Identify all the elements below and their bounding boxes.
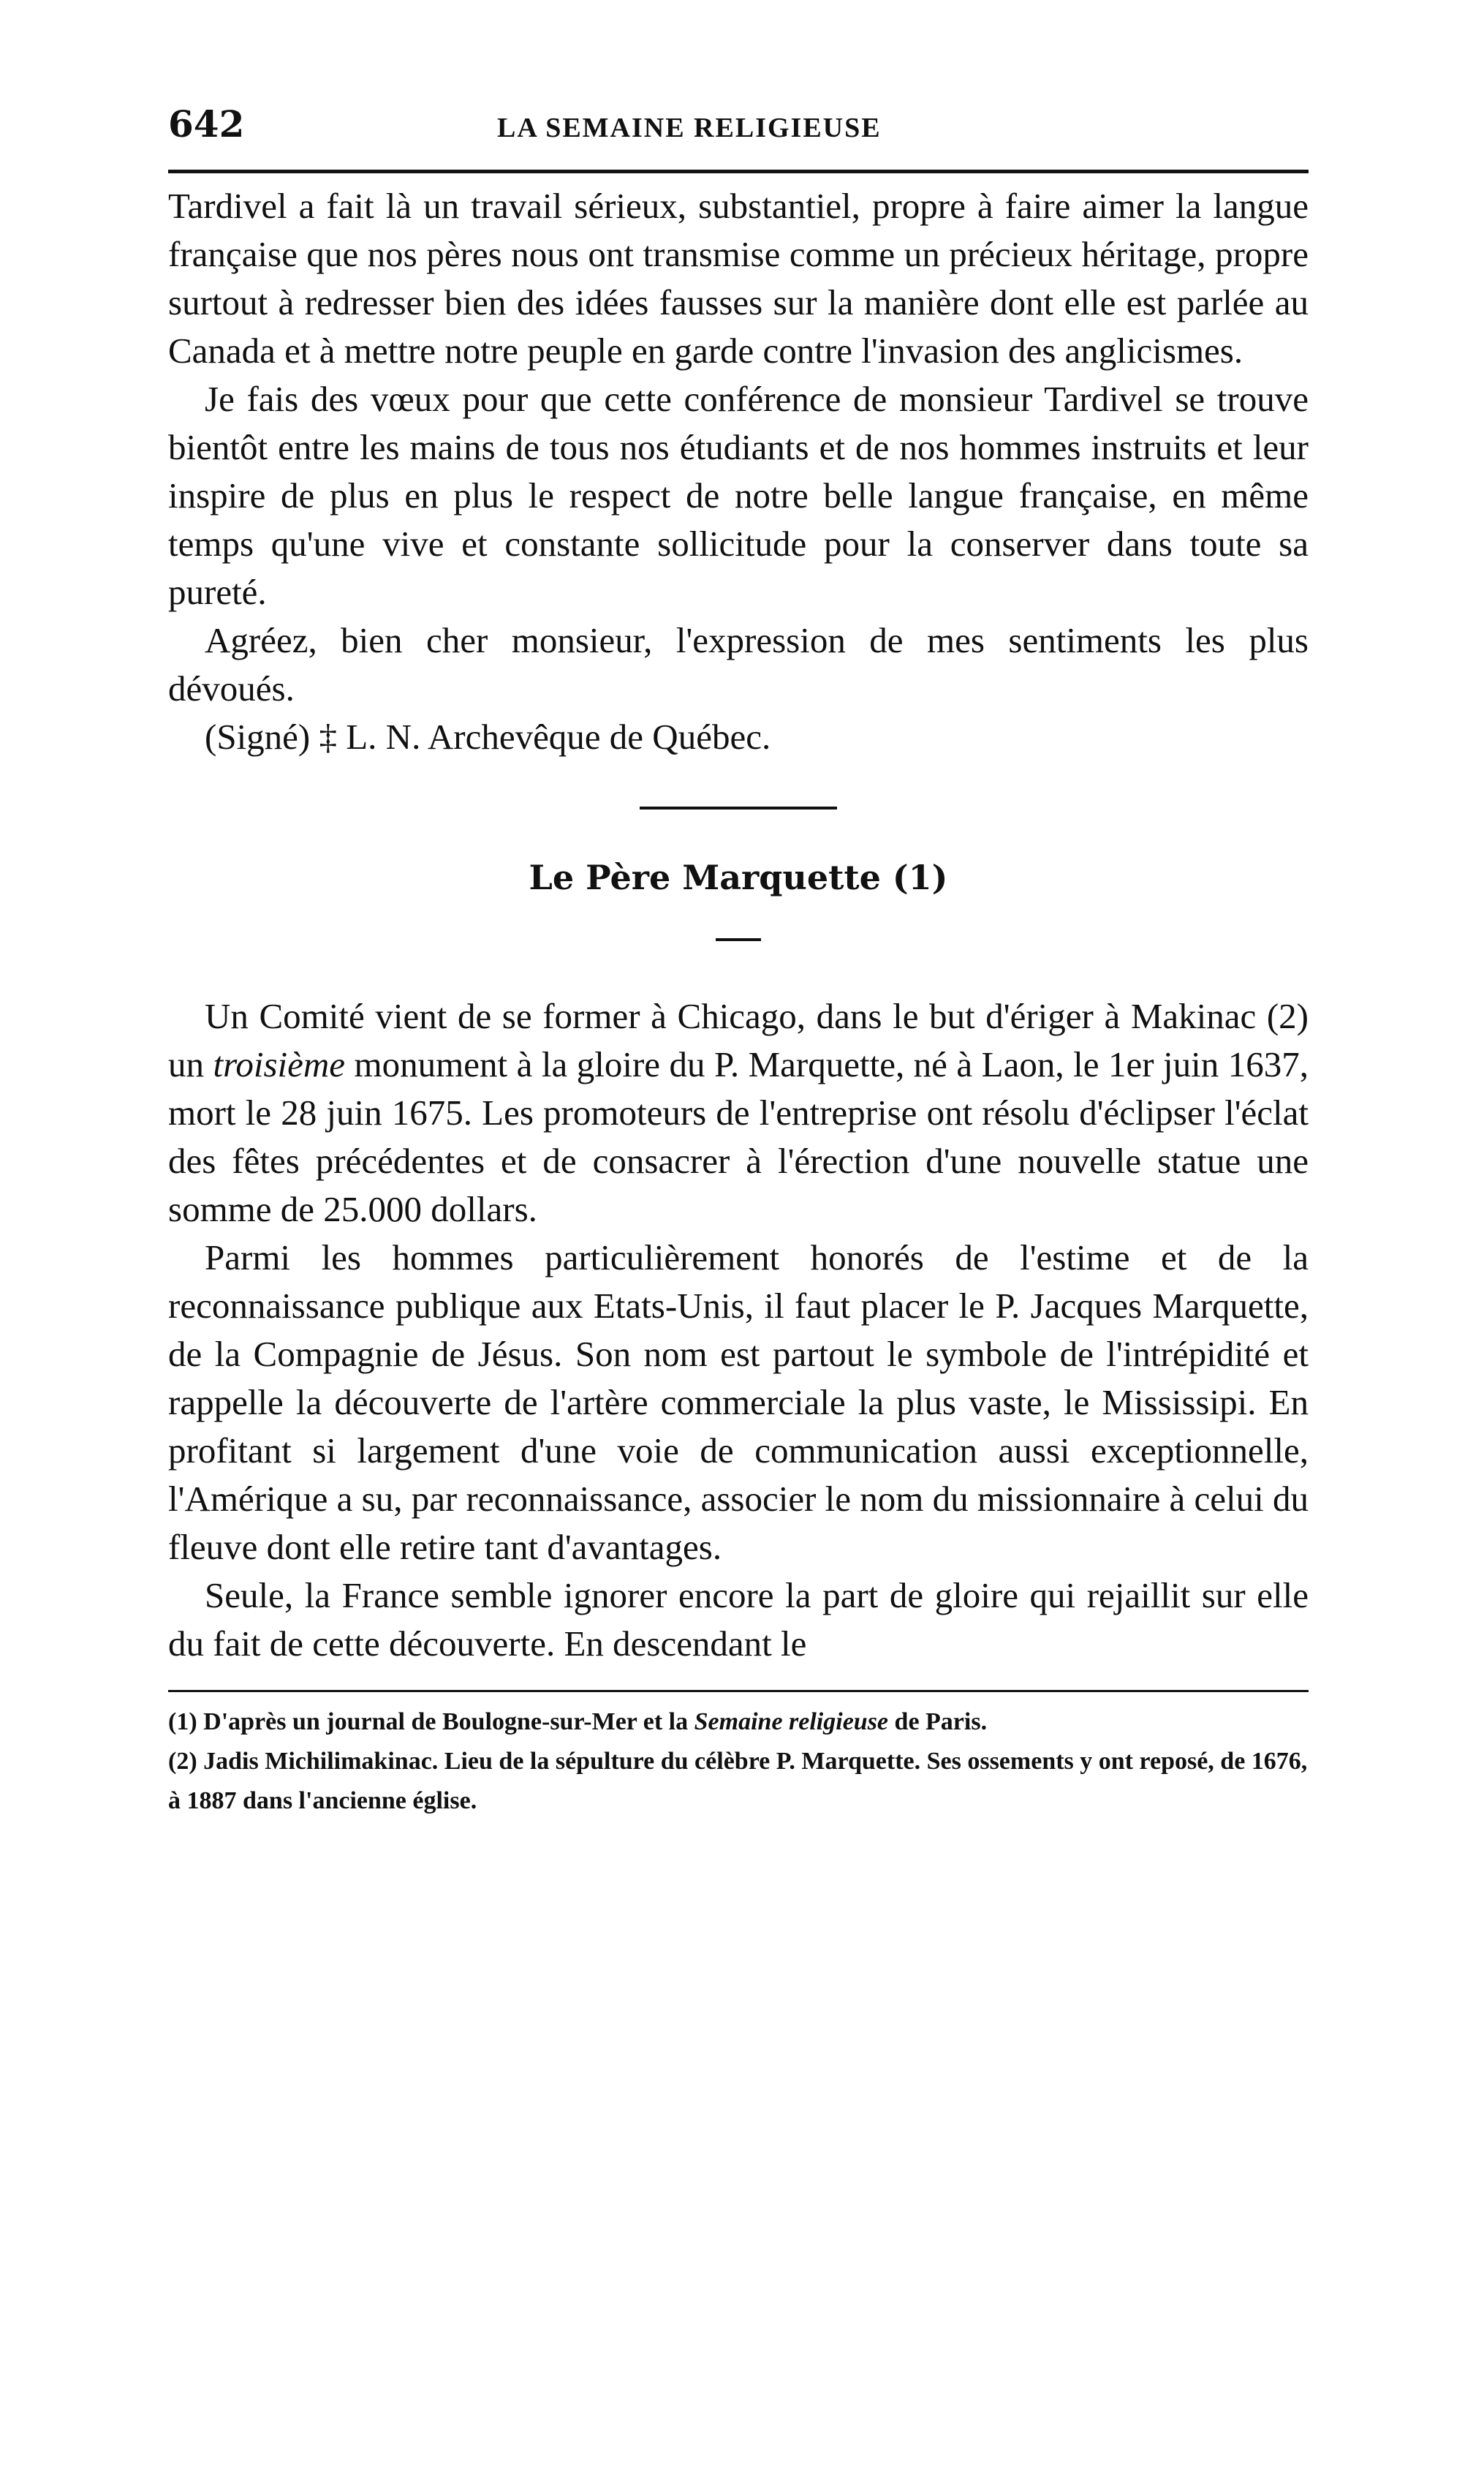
- article-paragraph: [168, 992, 1309, 1234]
- letter-paragraph: Agréez, bien cher monsieur, l'expression de mes sentiments les plus dévoués.: [168, 620, 1309, 709]
- header-rule: [168, 170, 1309, 173]
- section-divider: [640, 807, 837, 809]
- letter-paragraph: Tardivel a fait là un travail sérieux, substantiel, propre à faire aimer la langue française que nos pères nous ont transmise comme un précieux héritage, propre surtout à redresser bien des idées fausses sur la manière dont elle est parlée au Canada et à mettre notre peuple en garde contre l'invasion des anglicismes.: [168, 186, 1309, 371]
- article-paragraph: Parmi les hommes particulièrement honorés de l'estime et de la reconnaissance publique aux Etats-Unis, il faut placer le P. Jacques Marquette, de la Compagnie de Jésus. Son nom est partout le symbole de l'intrépidité et rappelle la découverte de l'artère commerciale la plus vaste, le Mississipi. En profitant si largement d'une voie de communication aussi exceptionnelle, l'Amérique a su, par reconnaissance, associer le nom du missionnaire à celui du fleuve dont elle retire tant d'avantages.: [168, 1237, 1309, 1567]
- page-header: [168, 102, 1309, 161]
- footnote: (2) Jadis Michilimakinac. Lieu de la sépulture du célèbre P. Marquette. Ses ossements y ont reposé, de 1676, à 1887 dans l'ancienne église.: [168, 1748, 1308, 1814]
- letter-section: [168, 182, 1309, 761]
- running-head: LA SEMAINE RELIGIEUSE: [497, 113, 882, 143]
- footnote-text: (1) D'après un journal de Boulogne-sur-Mer et la: [168, 1708, 694, 1735]
- article-paragraph: Seule, la France semble ignorer encore la part de gloire qui rejaillit sur elle du fait de cette découverte. En descendant le: [168, 1575, 1309, 1664]
- article-text: monument à la gloire du P. Marquette, né à Laon, le 1er juin 1637, mort le 28 juin 1675. Les promoteurs de l'entreprise ont résolu d'éclipser l'éclat des fêtes précédentes et de consacrer à l'érection d'une nouvelle statue une somme de 25.000 dollars.: [168, 1044, 1309, 1229]
- title-dash: [716, 938, 761, 941]
- footnotes: [168, 1702, 1309, 1821]
- article-body: [168, 992, 1309, 1668]
- footnote-emphasis: Semaine religieuse: [694, 1708, 889, 1735]
- article-emphasis: troisième: [213, 1044, 346, 1084]
- article-text: Un Comité vient de se former à Chicago, dans le but d'ériger à Makinac (2) un: [168, 996, 1309, 1084]
- footnote-rule: [168, 1690, 1309, 1692]
- page-number: 642: [168, 102, 245, 146]
- footnote: [168, 1702, 1309, 1742]
- letter-paragraph: Je fais des vœux pour que cette conférence de monsieur Tardivel se trouve bientôt entre les mains de tous nos étudiants et de nos hommes instruits et leur inspire de plus en plus le respect de notre belle langue française, en même temps qu'une vive et constante sollicitude pour la conserver dans toute sa pureté.: [168, 379, 1309, 612]
- article-title: Le Père Marquette (1): [529, 858, 948, 897]
- document-page: [168, 102, 1309, 1821]
- letter-signature: (Signé) ‡ L. N. Archevêque de Québec.: [205, 717, 771, 757]
- footnote-text: de Paris.: [888, 1708, 988, 1735]
